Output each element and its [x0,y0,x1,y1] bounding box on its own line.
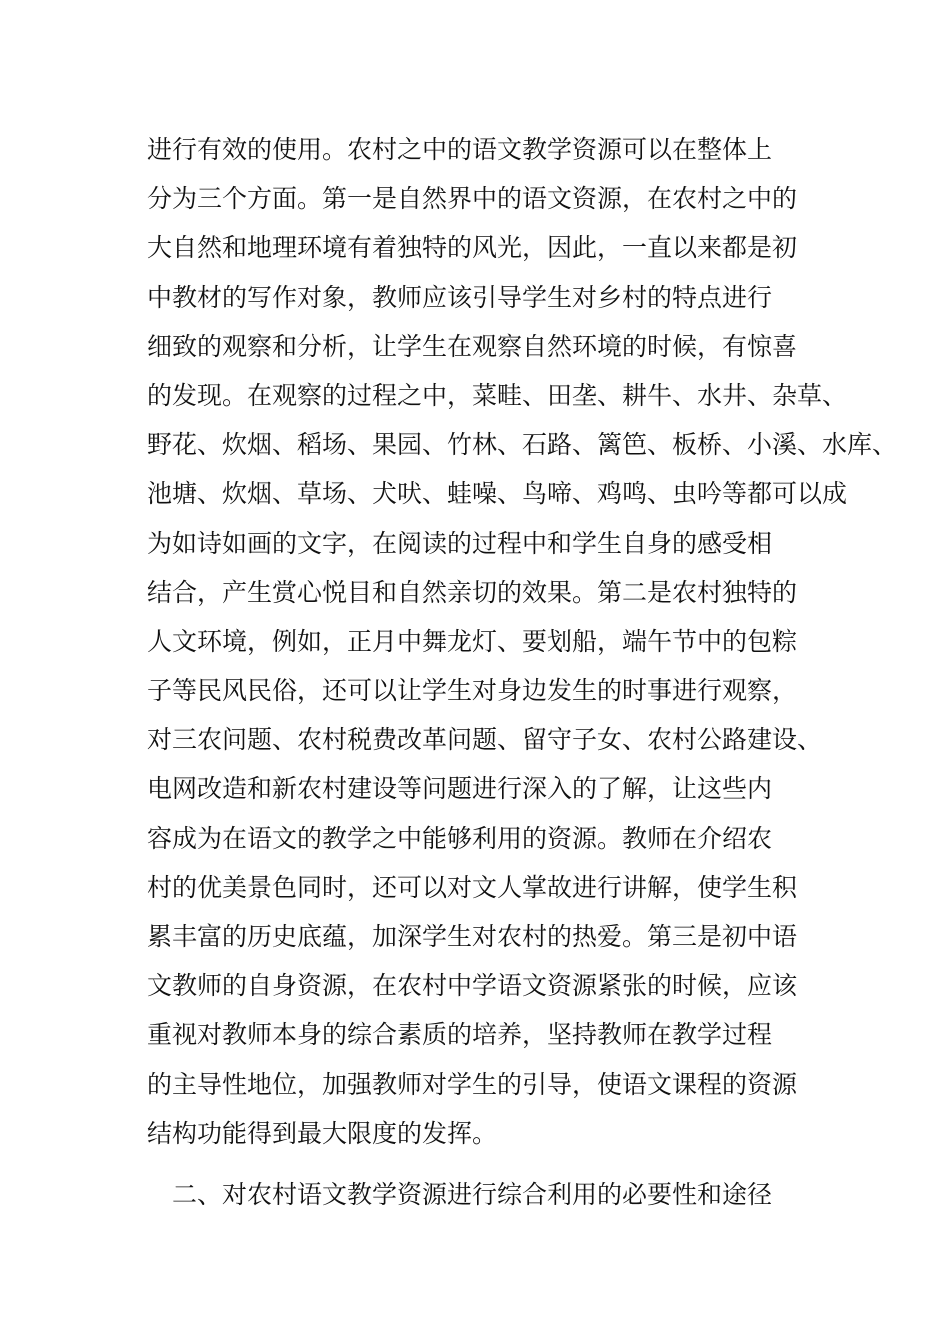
text-line: 容成为在语文的教学之中能够利用的资源。教师在介绍农 [147,823,773,853]
body-paragraph [147,125,898,1158]
text-line: 对三农问题、农村税费改革问题、留守子女、农村公路建设、 [147,725,823,755]
text-line: 结合，产生赏心悦目和自然亲切的效果。第二是农村独特的 [147,577,798,607]
section-heading: 二、对农村语文教学资源进行综合利用的必要性和途径 [172,1180,773,1209]
text-line: 人文环境，例如，正月中舞龙灯、要划船，端午节中的包粽 [147,626,798,656]
text-line: 大自然和地理环境有着独特的风光，因此，一直以来都是初 [147,233,798,263]
text-line: 细致的观察和分析，让学生在观察自然环境的时候，有惊喜 [147,331,798,361]
text-line: 进行有效的使用。农村之中的语文教学资源可以在整体上 [147,135,773,164]
text-line: 分为三个方面。第一是自然界中的语文资源，在农村之中的 [147,184,798,214]
text-line: 重视对教师本身的综合素质的培养，坚持教师在教学过程 [147,1020,773,1050]
text-line: 野花、炊烟、稻场、果园、竹林、石路、篱笆、板桥、小溪、水库、 [147,430,898,460]
text-line: 村的优美景色同时，还可以对文人掌故进行讲解，使学生积 [147,872,798,902]
text-line: 累丰富的历史底蕴，加深学生对农村的热爱。第三是初中语 [147,922,798,951]
text-line: 的主导性地位，加强教师对学生的引导，使语文课程的资源 [147,1069,798,1099]
text-line: 文教师的自身资源，在农村中学语文资源紧张的时候，应该 [147,971,798,1001]
text-line: 为如诗如画的文字，在阅读的过程中和学生自身的感受相 [147,528,773,558]
text-line: 子等民风民俗，还可以让学生对身边发生的时事进行观察， [147,676,798,706]
text-line: 的发现。在观察的过程之中，菜畦、田垄、耕牛、水井、杂草、 [147,380,848,410]
text-line: 结构功能得到最大限度的发挥。 [147,1118,498,1148]
text-line: 池塘、炊烟、草场、犬吠、蛙噪、鸟啼、鸡鸣、虫吟等都可以成 [147,479,848,509]
text-line: 电网改造和新农村建设等问题进行深入的了解，让这些内 [147,774,773,804]
text-line: 中教材的写作对象，教师应该引导学生对乡村的特点进行 [147,282,773,312]
